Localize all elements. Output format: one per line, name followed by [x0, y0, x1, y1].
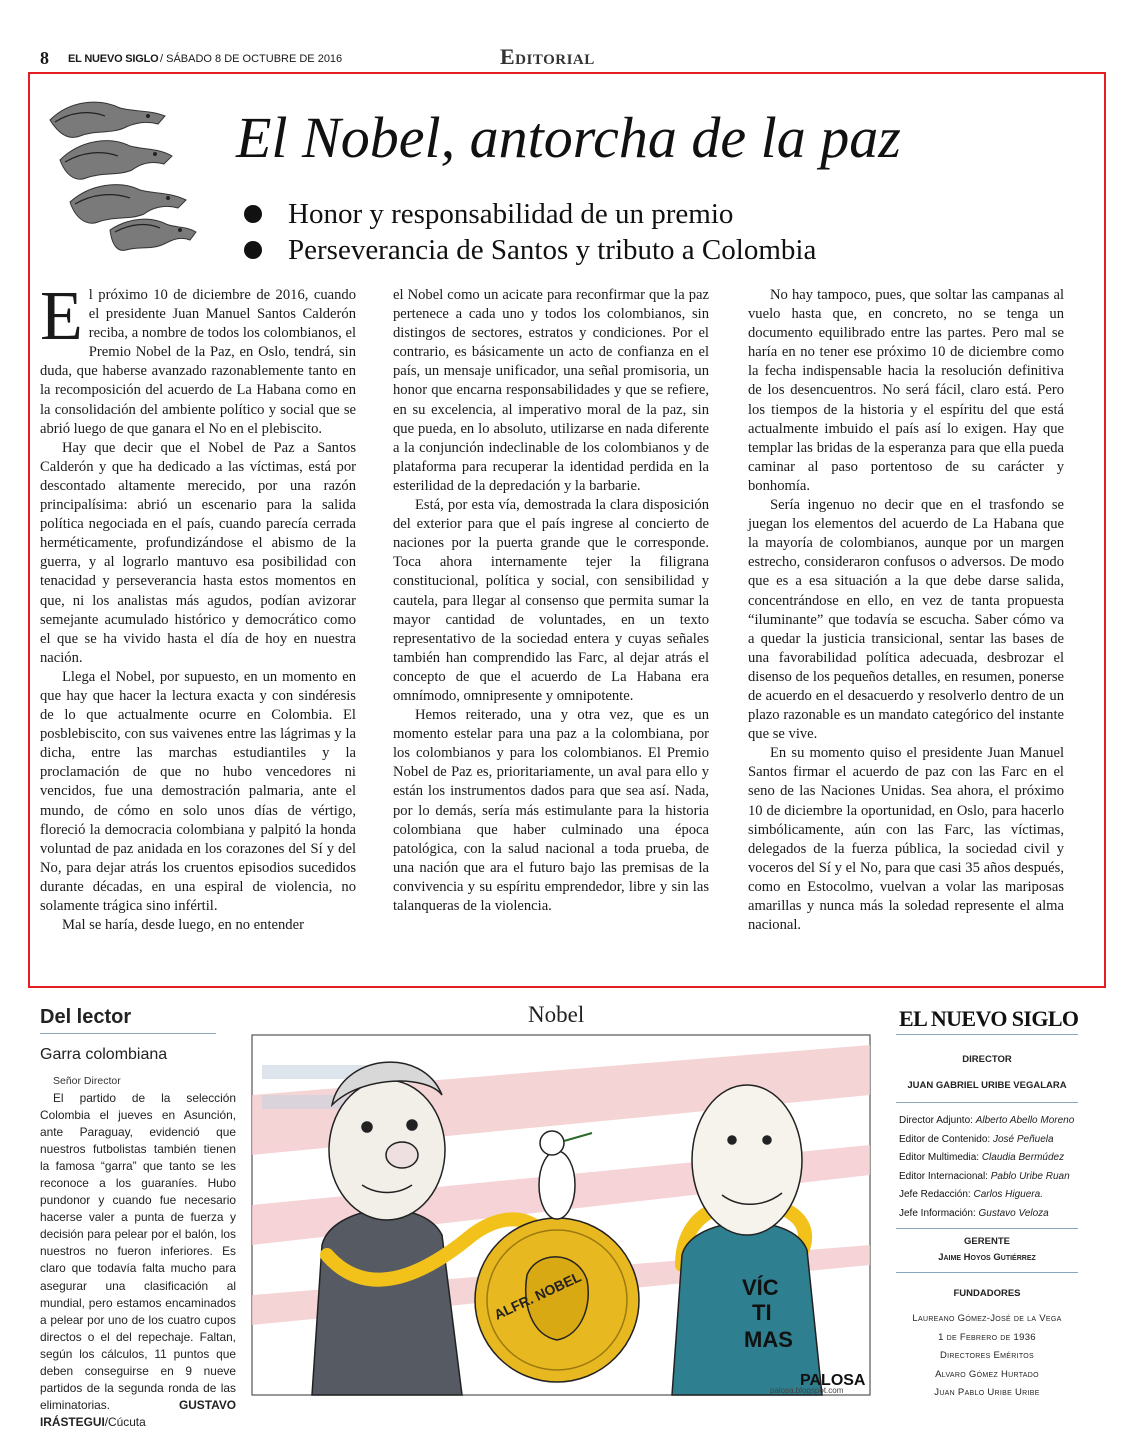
paragraph: el Nobel como un acicate para reconfirmar que la paz pertenece a cada uno y todos los colombianos, sin distingos de sectores, estratos y condiciones. Por el contrario, es básicamente un acto de confianza en el país, un mensaje unificador, una señal promisoria, un honor que encarna responsabilidades y que se refiere, en su excelencia, al imperativo moral de la paz, sin que pueda, en lo absoluto, utilizarse en nada diferente a la conjunción indeclinable de los colombianos y de plataforma para recuperar la identidad perdida en la esterilidad de la depredación y la barbarie. [393, 287, 709, 494]
cartoon-title: Nobel [528, 1002, 585, 1027]
bullet-icon [244, 241, 262, 259]
shirt-text-1: VÍC [742, 1275, 779, 1300]
letter-salutation: Señor Director [53, 1075, 121, 1087]
medal-text: ALFR. NOBEL [491, 1268, 584, 1323]
editorial-column-1 [40, 278, 356, 935]
staff-row: Editor Multimedia: Claudia Bermúdez [899, 1152, 1065, 1163]
staff-row: Jefe Redacción: Carlos Higuera. [899, 1189, 1043, 1200]
founders-label: FUNDADORES [953, 1288, 1021, 1299]
subhead-text: Honor y responsabilidad de un premio [288, 197, 734, 230]
emeritus-name: Juan Pablo Uribe Uribe [934, 1387, 1040, 1398]
paragraph: No hay tampoco, pues, que soltar las campanas al vuelo hasta que, en concreto, no se tenga un documento equilibrado entre las partes. Pero mal se haría en no tener ese próximo 10 de diciembre como la fecha indispensable hacia la resolución definitiva de los desencuentros. No será fácil, claro está. Pero los tiempos de la historia y el espíritu del que está actualmente imbuido el país así lo exigen. Hay que templar las bridas de la esperanza para que ella pueda caminar al paso portentoso de su carácter y bonhomía. [748, 287, 1064, 494]
emeritus-label: Directores Eméritos [939, 1350, 1034, 1361]
paper-name: EL NUEVO SIGLO [68, 53, 159, 65]
section-title: Editorial [500, 44, 595, 69]
shirt-text-2: TI [752, 1300, 772, 1325]
staff-row: Editor Internacional: Pablo Uribe Ruan [899, 1170, 1070, 1182]
paragraph: Hemos reiterado, una y otra vez, que es un momento estelar para una paz a la colombiana, por los colombianos y para los colombianos. El Premio Nobel de Paz es, prioritariamente, un aval para ello y están los instrumentos dados para que sea así. Nada, por lo demás, sería más estimulante para la historia colombiana que haber culminado una época patológica, con la salud nacional a toda prueba, de una nación que ara el futuro bajo las premisas de la convivencia y su espíritu emprendedor, libre y sin las talanqueras de la violencia. [393, 707, 709, 914]
masthead-name: EL NUEVO SIGLO [899, 1006, 1079, 1031]
horses-illustration [40, 90, 200, 260]
gerente-label: GERENTE [964, 1236, 1010, 1247]
subhead-item [244, 232, 816, 268]
divider [896, 1272, 1078, 1273]
emeritus-name: Alvaro Gómez Hurtado [935, 1368, 1039, 1380]
paragraph: En su momento quiso el presidente Juan Manuel Santos firmar el acuerdo de paz con las Farc en el seno de las Naciones Unidas. Sea ahora, el próximo 10 de diciembre la oportunidad, en Oslo, para hacerlo simbólicamente, aún con las Farc, las víctimas, delegados de la fuerza pública, la sociedad civil y voceros del Sí y el No, para que casi 35 años después, como en Estocolmo, vuelvan a volar las mariposas amarillas y nunca más la soledad represente el alma nacional. [748, 745, 1064, 934]
subhead-item [244, 196, 816, 232]
editorial-column-2 [393, 286, 709, 916]
staff-row: Editor de Contenido: José Peñuela [899, 1133, 1054, 1145]
paragraph: Mal se haría, desde luego, en no entender [62, 917, 304, 934]
editorial-column-3 [748, 286, 1064, 935]
subhead-text: Perseverancia de Santos y tributo a Colombia [288, 233, 817, 266]
cartoon-credit: palosa.blogspot.com [770, 1386, 844, 1395]
director-label: DIRECTOR [962, 1054, 1012, 1065]
issue-date: / SÁBADO 8 DE OCTUBRE DE 2016 [160, 53, 343, 65]
staff-row: Jefe Información: Gustavo Veloza [899, 1207, 1049, 1219]
paragraph: Llega el Nobel, por supuesto, en un momento en que hay que hacer la lectura exacta y con sindéresis de lo que actualmente ocurre en Colombia. El posblebiscito, con sus vaivenes entre las lágrimas y la dicha, entre las marchas estudiantiles y la proclamación de que no hubo vencedores ni vencidos, fue una demostración palmaria, ante el mundo, de cómo en solo unos días de vértigo, floreció la democracia colombiana y palpitó la honda voluntad de paz anidada en los corazones del Sí y del No, para dejar atrás los cruentos episodios sucedidos durante décadas, en una espiral de violencia, no solamente trágica sino infértil. [40, 668, 356, 914]
director-name: JUAN GABRIEL URIBE VEGALARA [907, 1080, 1067, 1091]
divider [896, 1102, 1078, 1103]
divider [40, 1033, 216, 1034]
founders-block [896, 1310, 1078, 1403]
shirt-text-3: MAS [744, 1327, 793, 1352]
paragraph: Hay que decir que el Nobel de Paz a Santos Calderón y que ha dedicado a las víctimas, está por descontado altamente merecido, por una razón principalísima: abrió un escenario para la salida política negociada en el país, cuando parecía cerrada herméticamente, profundizándose el abismo de la guerra, y al lograrlo mantuvo esa posibilidad con tenacidad y perseverancia hasta estos momentos en que, ni los analistas más agudos, podían avizorar semejante acumulado histórico y democrático como el que se ha vivido hasta el día de hoy en nuestra nación. [40, 439, 356, 666]
cartoonist-signature: PALOSA [800, 1372, 866, 1389]
staff-row: Director Adjunto: Alberto Abello Moreno [899, 1115, 1075, 1126]
founders-names: Laureano Gómez-José de la Vega [912, 1313, 1062, 1324]
editorial-subheads [244, 196, 816, 268]
paragraph: Sería ingenuo no decir que en el trasfondo se juegan los elementos del acuerdo de La Habana que la mayoría de colombianos, aunque por un margen estrecho, consideraron confusos o adversos. De modo que es a esa situación a la que debe darse salida, concentrándose en ello, en vez de tanta propuesta “iluminante” que todavía se escucha. Saber cómo va a quedar la justicia transicional, sentar las bases de una favorabilidad política adecuada, desbrozar el disenso de los pequeños detalles, en resumen, ponerse de acuerdo en el desacuerdo y resolverlo dentro de un plazo razonable es un mandato categórico del instante que se vive. [748, 497, 1064, 743]
letters-section-title: Del lector [40, 1006, 132, 1028]
divider [896, 1034, 1078, 1035]
drop-cap: E [40, 278, 83, 355]
letter-headline: Garra colombiana [40, 1046, 168, 1063]
editorial-title: El Nobel, antorcha de la paz [236, 105, 901, 170]
letter-body: El partido de la selección Colombia el jueves en Asunción, ante Paraguay, evidenció que nuestros futbolistas también tienen la famosa “garra” que tanto se les reconoce a los guaraníes. Hubo pundonor y cuando fue necesario hacerse valer a punta de fuerza y decisión para pelear por el balón, los nuestros no fueron inferiores. Es claro que todavía falta mucho para asegurar una clasificación al mundial, pero estamos encaminados a pelear por uno de los cuatro cupos directos o el del repechaje. Faltan, según los cálculos, 11 puntos que deben conseguirse en 9 nueve partidos de la segunda ronda de las eliminatorias. GUSTAVO IRÁSTEGUI/Cúcuta [40, 1091, 236, 1429]
cartoon-illustration [252, 1035, 870, 1395]
paragraph: Está, por esta vía, demostrada la clara disposición del exterior para que el país ingrese al concierto de naciones por la puerta grande que le corresponde. Toca ahora internamente tejer la filigrana constitucional, política y social, con sensibilidad y cautela, para llegar al consenso que permita sumar la mayor cantidad de voluntades, en un texto representativo de la sociedad entera y cuyas señales también han comprendido las Farc, al dejar atrás el concepto de que el acuerdo de La Habana era omnímodo, omnipresente y omnipotente. [393, 497, 709, 704]
founding-date: 1 de Febrero de 1936 [938, 1331, 1036, 1343]
paragraph: El próximo 10 de diciembre de 2016, cuando el presidente Juan Manuel Santos Calderón reciba, a nombre de todos los colombianos, el Premio Nobel de la Paz, en Oslo, tendrá, sin duda, que haberse avanzado razonablemente tanto en la recomposición del acuerdo de La Habana como en la consolidación del ambiente político y social que se abrió luego de que ganara el No en el plebiscito. [40, 278, 356, 437]
page-number: 8 [40, 48, 49, 68]
divider [896, 1228, 1078, 1229]
gerente-name: Jaime Hoyos Gutiérrez [938, 1252, 1036, 1263]
bullet-icon [244, 205, 262, 223]
letter-signature: GUSTAVO IRÁSTEGUI [40, 1397, 236, 1429]
staff-list [899, 1112, 1074, 1223]
letter-city: /Cúcuta [104, 1414, 146, 1429]
